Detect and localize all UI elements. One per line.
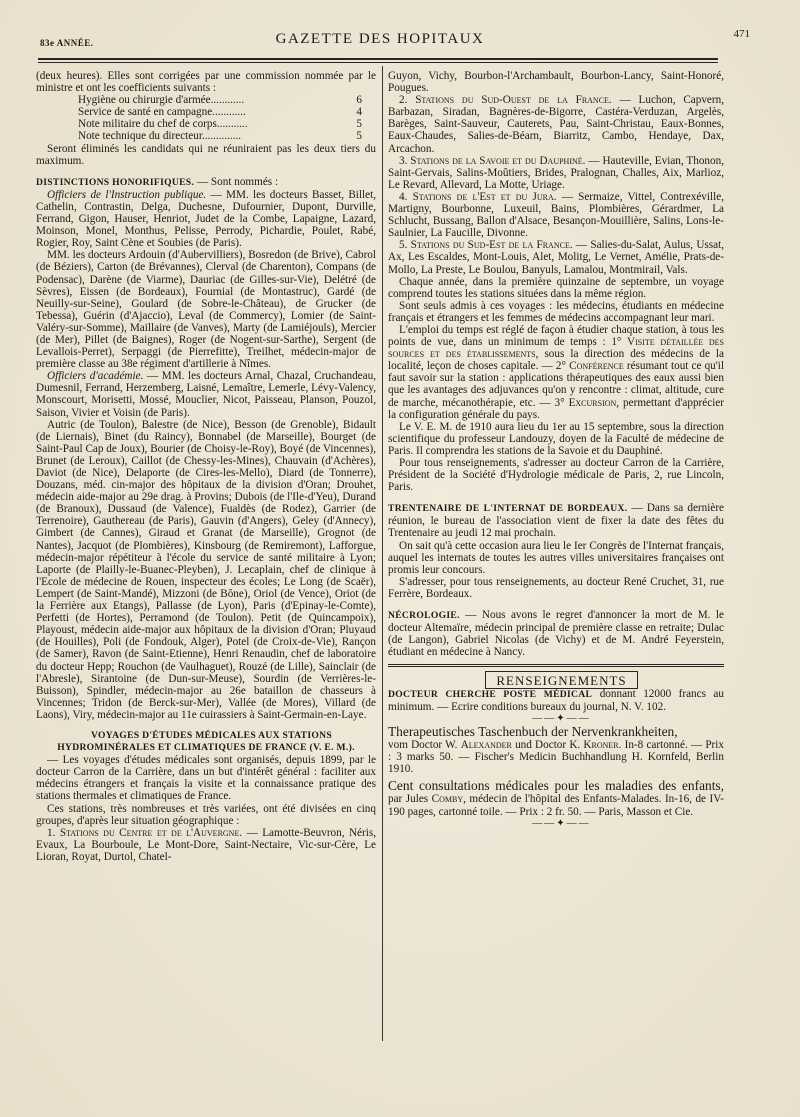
section-necrologie: NÉCROLOGIE. — Nous avons le regret d'annoncer la mort de M. le docteur Altemaïre, médecin principal de première classe en retraite; Dulac (de Langon), Gabriel Nicolas (de Vichy) et de M. André Feyerstein, étudiant en médecine à Nancy. <box>388 609 724 659</box>
paragraph: 3. Stations de la Savoie et du Dauphiné. — Hauteville, Evian, Thonon, Saint-Gervais, Salins-Moûtiers, Brides, Pralognan, Challes, Aix, Marlioz, Le Revard, Allevard, La Motte, Uriage. <box>388 154 724 191</box>
coefficient-row: Note militaire du chef de corps........... 5 <box>78 118 362 131</box>
paragraph: Autric (de Toulon), Balestre (de Nice), Besson (de Grenoble), Bidault (de Liernais), Binet (du Raincy), Bonnabel (de Marseille), Bourget (de Saint-Paul Cap de Joux), Bourier (de Choisy-le-Roy), Boyé (de Vincennes), Brunet (de Leroux), Caillot (de Chessy-les-Mines), Chauvain (d'Achères), Daviot (de Nice), Delaporte (de Cires-les-Mello), Diard (de Tonnerre), Douzans, méd. cin-major des hôpitaux de la division d'Oran; Drouhet, médecin aide-major au 29e drag. à Provins; Dubois (de l'Ile-d'Yeu), Durand (de Branoux), Dussaud (de Valence), Fualdès (de Rodez), Garrier (de Terrenoire), Gauthereau (de Paris), Gauvin (d'Angers), Geley (d'Annecy), Gimbert (de Cannes), Giraud et Granat (de Marseille), Grognot (de Nantes), Jacquot (de Plombières), Kinsbourg (de Remiremont), Lafforgue, médecin-major répétiteur à l'école du service de santé militaire à Lyon; Laporte (de Plailly-le-Buanec-Pleyben), J. Lecaplain, chef de clinique à l'Ecole de médecine de Rouen, inspecteur des écoles; Le Long (de Scaër), Lempert (de Saint-Mandé), Mizzoni (de Bône), Oriol (de Vence), Oriot (de la Ferrière aux Etangs), Pallasse (de Lyon), Paris (d'Epinay-le-Comte), Perfetti (de Hortes), Perramond (de Toulon). Petit (de Quincampoix), Playoust, médecin aide-major aux hôpitaux de la division d'Oran; Pluyaud (de Houilles), Poli (de Fondouk, Alger), Potel (de Croix-de-Vie), Rançon (de Samer), Ravon (de Saint-Etienne), Henri Renaudin, chef de laboratoire du docteur Hepp; Rouchon (de Vaulhaguet), Rouzé (de Lille), Sainclair (de l'Abresle), Sirantoine (de Dun-sur-Meuse), Sourdin (de Verrières-le-Buisson), Spindler, médecin-major au 26e bataillon de chasseurs à Vincennes; Tridon (de Berck-sur-Mer), Vallée (de Mores), Villard (de Laons), Viry, médecin-major au 11e cuirassiers à Saint-Germain-en-Laye. <box>36 418 376 721</box>
paragraph: 4. Stations de l'Est et du Jura. — Sermaize, Vittel, Contrexéville, Martigny, Bourbonne, Luxeuil, Bains, Plombières, Gérardmer, La Schlucht, Bussang, Ballon d'Alsace, Besançon-Mouillière, Salins, Lons-le-Saulnier, La Faucille, Divonne. <box>388 190 724 240</box>
coefficient-row: Note technique du directeur.............. 5 <box>78 130 362 143</box>
page-number: 471 <box>733 28 750 40</box>
paragraph: Chaque année, dans la première quinzaine de septembre, un voyage comprend toutes les stations situées dans la même région. <box>388 275 724 300</box>
paragraph: Le V. E. M. de 1910 aura lieu du 1er au 15 septembre, sous la direction scientifique du professeur Landouzy, doyen de la Faculté de médecine de Paris. Il comprendra les stations de la Savoie et du Dauphiné. <box>388 420 724 457</box>
paragraph: (deux heures). Elles sont corrigées par une commission nommée par le ministre et ont les coefficients suivants : <box>36 70 376 95</box>
paragraph: — Les voyages d'études médicales sont organisés, depuis 1899, par le docteur Carron de la Carrière, dans un but d'intérêt général : faciliter aux médecins étrangers et français la visite et la connaissance pratique des stations thermales et climatiques de France. <box>36 754 376 803</box>
book-details: vom Doctor W. Alexander und Doctor K. Kroner. In-8 cartonné. — Prix : 3 marks 50. — Fischer's Medicin Buchhandlung H. Kornfeld, Berlin 1910. <box>388 738 724 776</box>
paragraph: Sont seuls admis à ces voyages : les médecins, étudiants en médecine français et étrangers et les femmes de médecins accompagnant leur mari. <box>388 299 724 324</box>
paragraph: On sait qu'à cette occasion aura lieu le Ier Congrès de l'Internat français, auquel les internats de toutes les autres villes universitaires françaises ont promis leur concours. <box>388 539 724 576</box>
section-heading: DISTINCTIONS HONORIFIQUES. <box>36 176 195 188</box>
left-column <box>36 70 376 863</box>
paragraph: Officiers d'académie. — MM. les docteurs Arnal, Chazal, Cruchandeau, Dumesnil, Ferrand, Herzemberg, Laisné, Lemaître, Lemerle, Lévy-Valency, Monscourt, Morisetti, Mossé, Mouclier, Nicot, Paisseau, Planson, Pouzol, Saison, Vivier et Voisin (de Paris). <box>36 370 377 419</box>
paragraph: Ces stations, très nombreuses et très variées, ont été divisées en cinq groupes, d'après leur situation géographique : <box>36 802 376 827</box>
book-notice: Cent consultations médicales pour les maladies des enfants, par Jules Comby, médecin de l'hôpital des Enfants-Malades. In-16, de IV-190 pages, cartonné toile. — Prix : 2 fr. 50. — Paris, Masson et Cie. <box>388 778 725 818</box>
header-year: 83e ANNÉE. <box>40 38 94 48</box>
section-divider <box>388 664 724 667</box>
coefficient-row: Service de santé en campagne............ 4 <box>78 106 362 119</box>
section-internat: TRENTENAIRE DE L'INTERNAT DE BORDEAUX. — Dans sa dernière réunion, le bureau de l'association vient de fixer la date des fêtes du Trentenaire au jeudi 12 mai prochain. <box>388 502 725 540</box>
renseignements-heading: RENSEIGNEMENTS <box>388 675 724 687</box>
column-separator <box>382 66 383 1041</box>
paragraph: Officiers de l'Instruction publique. — MM. les docteurs Basset, Billet, Cathelin, Contrastin, Delga, Duchesne, Dufournier, Dupont, Durville, Ferrand, Gigon, Hauser, Henriot, Judet de la Combe, Lapaigne, Lazard, Moinson, Monel, Monthus, Pelisse, Perrody, Pichardie, Poulet, Rabé, Rogier, Roy, Saint Cène et Soubies (de Paris). <box>36 188 377 250</box>
section-heading: TRENTENAIRE DE L'INTERNAT DE BORDEAUX. <box>388 503 628 515</box>
paragraph: Seront éliminés les candidats qui ne réuniraient pas les deux tiers du maximum. <box>36 142 376 167</box>
section-heading: VOYAGES D'ÉTUDES MÉDICALES AUX STATIONS HYDROMINÉRALES ET CLIMATIQUES DE FRANCE (V. E. M.). <box>57 729 355 754</box>
journal-title: GAZETTE DES HOPITAUX <box>275 31 485 47</box>
paragraph: 2. Stations du Sud-Ouest de la France. — Luchon, Capvern, Barbazan, Siradan, Bagnères-de-Bigorre, Castéra-Verduzan, Argelès, Barèges, Saint-Sauveur, Cauterets, Pau, Saint-Christau, Eaux-Bonnes, Eaux-Chaudes, Salies-de-Béarn, Biarritz, Cambo, Hendaye, Dax, Arcachon. <box>388 94 725 155</box>
paragraph: Guyon, Vichy, Bourbon-l'Archambault, Bourbon-Lancy, Saint-Honoré, Pougues. <box>388 70 724 95</box>
ornament-divider: ——✦—— <box>532 712 591 724</box>
paragraph: L'emploi du temps est réglé de façon à étudier chaque station, à tous les points de vue, dans un minimum de temps : 1° Visite détaillée des sources et des établissements, sous la direction des médecins de la localité, leçon de choses capitale. — 2° Conférence résumant tout ce qu'il faut savoir sur la station : applications thérapeutiques des eaux aussi bien que les avantages des adjuvances qu'on y rencontre : climat, altitude, cure de marche, mécanothérapie, etc. — 3° Excursion, permettant d'apprécier la configuration générale du pays. <box>388 323 725 421</box>
header-rule-thin <box>38 62 718 63</box>
ornament-divider: ——✦—— <box>532 817 591 829</box>
right-column <box>388 70 724 830</box>
paragraph: MM. les docteurs Ardouin (d'Aubervilliers), Bosredon (de Brive), Cabrol (de Béziers), Carton (de Brévannes), Clerval (de Charenton), Compans (de Podensac), Darène (de Viarme), Dauriac (de Gilles-sur-Vie), Delétré (de Sèvres), Eissen (de Bordeaux), Fournial (de Montastruc), Gardé (de Neuilly-sur-Seine), Goulard (de Sobre-le-Château), de Grucker (de Tebessa), Guérin (d'Ajaccio), Leval (de Commercy), Lomier (de Saint-Valéry-sur-Somme), Maillaire (de Vanves), Marty (de Lamiéjouls), Mercier (de Mer), Pillet (de Baignes), Roger (de Nogent-sur-Sarthe), Sergent (de Levallois-Perret), Serpaggi (de Pierrefitte), Treilhet, médecin-major de première classe au 38e régiment d'artillerie à Nîmes. <box>36 249 376 371</box>
header-rule <box>38 58 718 60</box>
section-distinctions: DISTINCTIONS HONORIFIQUES. — Sont nommés : <box>36 175 279 188</box>
section-heading: NÉCROLOGIE. <box>388 610 460 622</box>
page-header <box>40 26 750 52</box>
paragraph: 1. Stations du Centre et de l'Auvergne. — Lamotte-Beuvron, Néris, Evaux, La Bourboule, Le Mont-Dore, Saint-Nectaire, Vic-sur-Cère, Le Lioran, Royat, Durtol, Chatel- <box>36 826 377 863</box>
coefficient-row: Hygiène ou chirurgie d'armée............ 6 <box>78 94 362 107</box>
paragraph: 5. Stations du Sud-Est de la France. — Salies-du-Salat, Aulus, Ussat, Ax, Les Escaldes, Mont-Louis, Alet, Molitg, Le Vernet, Amélie, Prats-de-Mollo, La Preste, Le Boulou, Banyuls, Lamalou, Montmirail, Vals. <box>388 239 725 276</box>
book-notice: Therapeutisches Taschenbuch der Nervenkrankheiten, <box>388 723 678 739</box>
classified-ad: DOCTEUR CHERCHE POSTE MÉDICAL donnant 12000 francs au minimum. — Ecrire conditions bureaux du journal, N. V. 102. <box>388 687 724 713</box>
paragraph: S'adresser, pour tous renseignements, au docteur René Cruchet, 31, rue Ferrère, Bordeaux. <box>388 575 724 600</box>
paragraph: Pour tous renseignements, s'adresser au docteur Carron de la Carrière, Président de la Société d'Hydrologie médicale de Paris, 2, rue Lincoln, Paris. <box>388 457 724 494</box>
